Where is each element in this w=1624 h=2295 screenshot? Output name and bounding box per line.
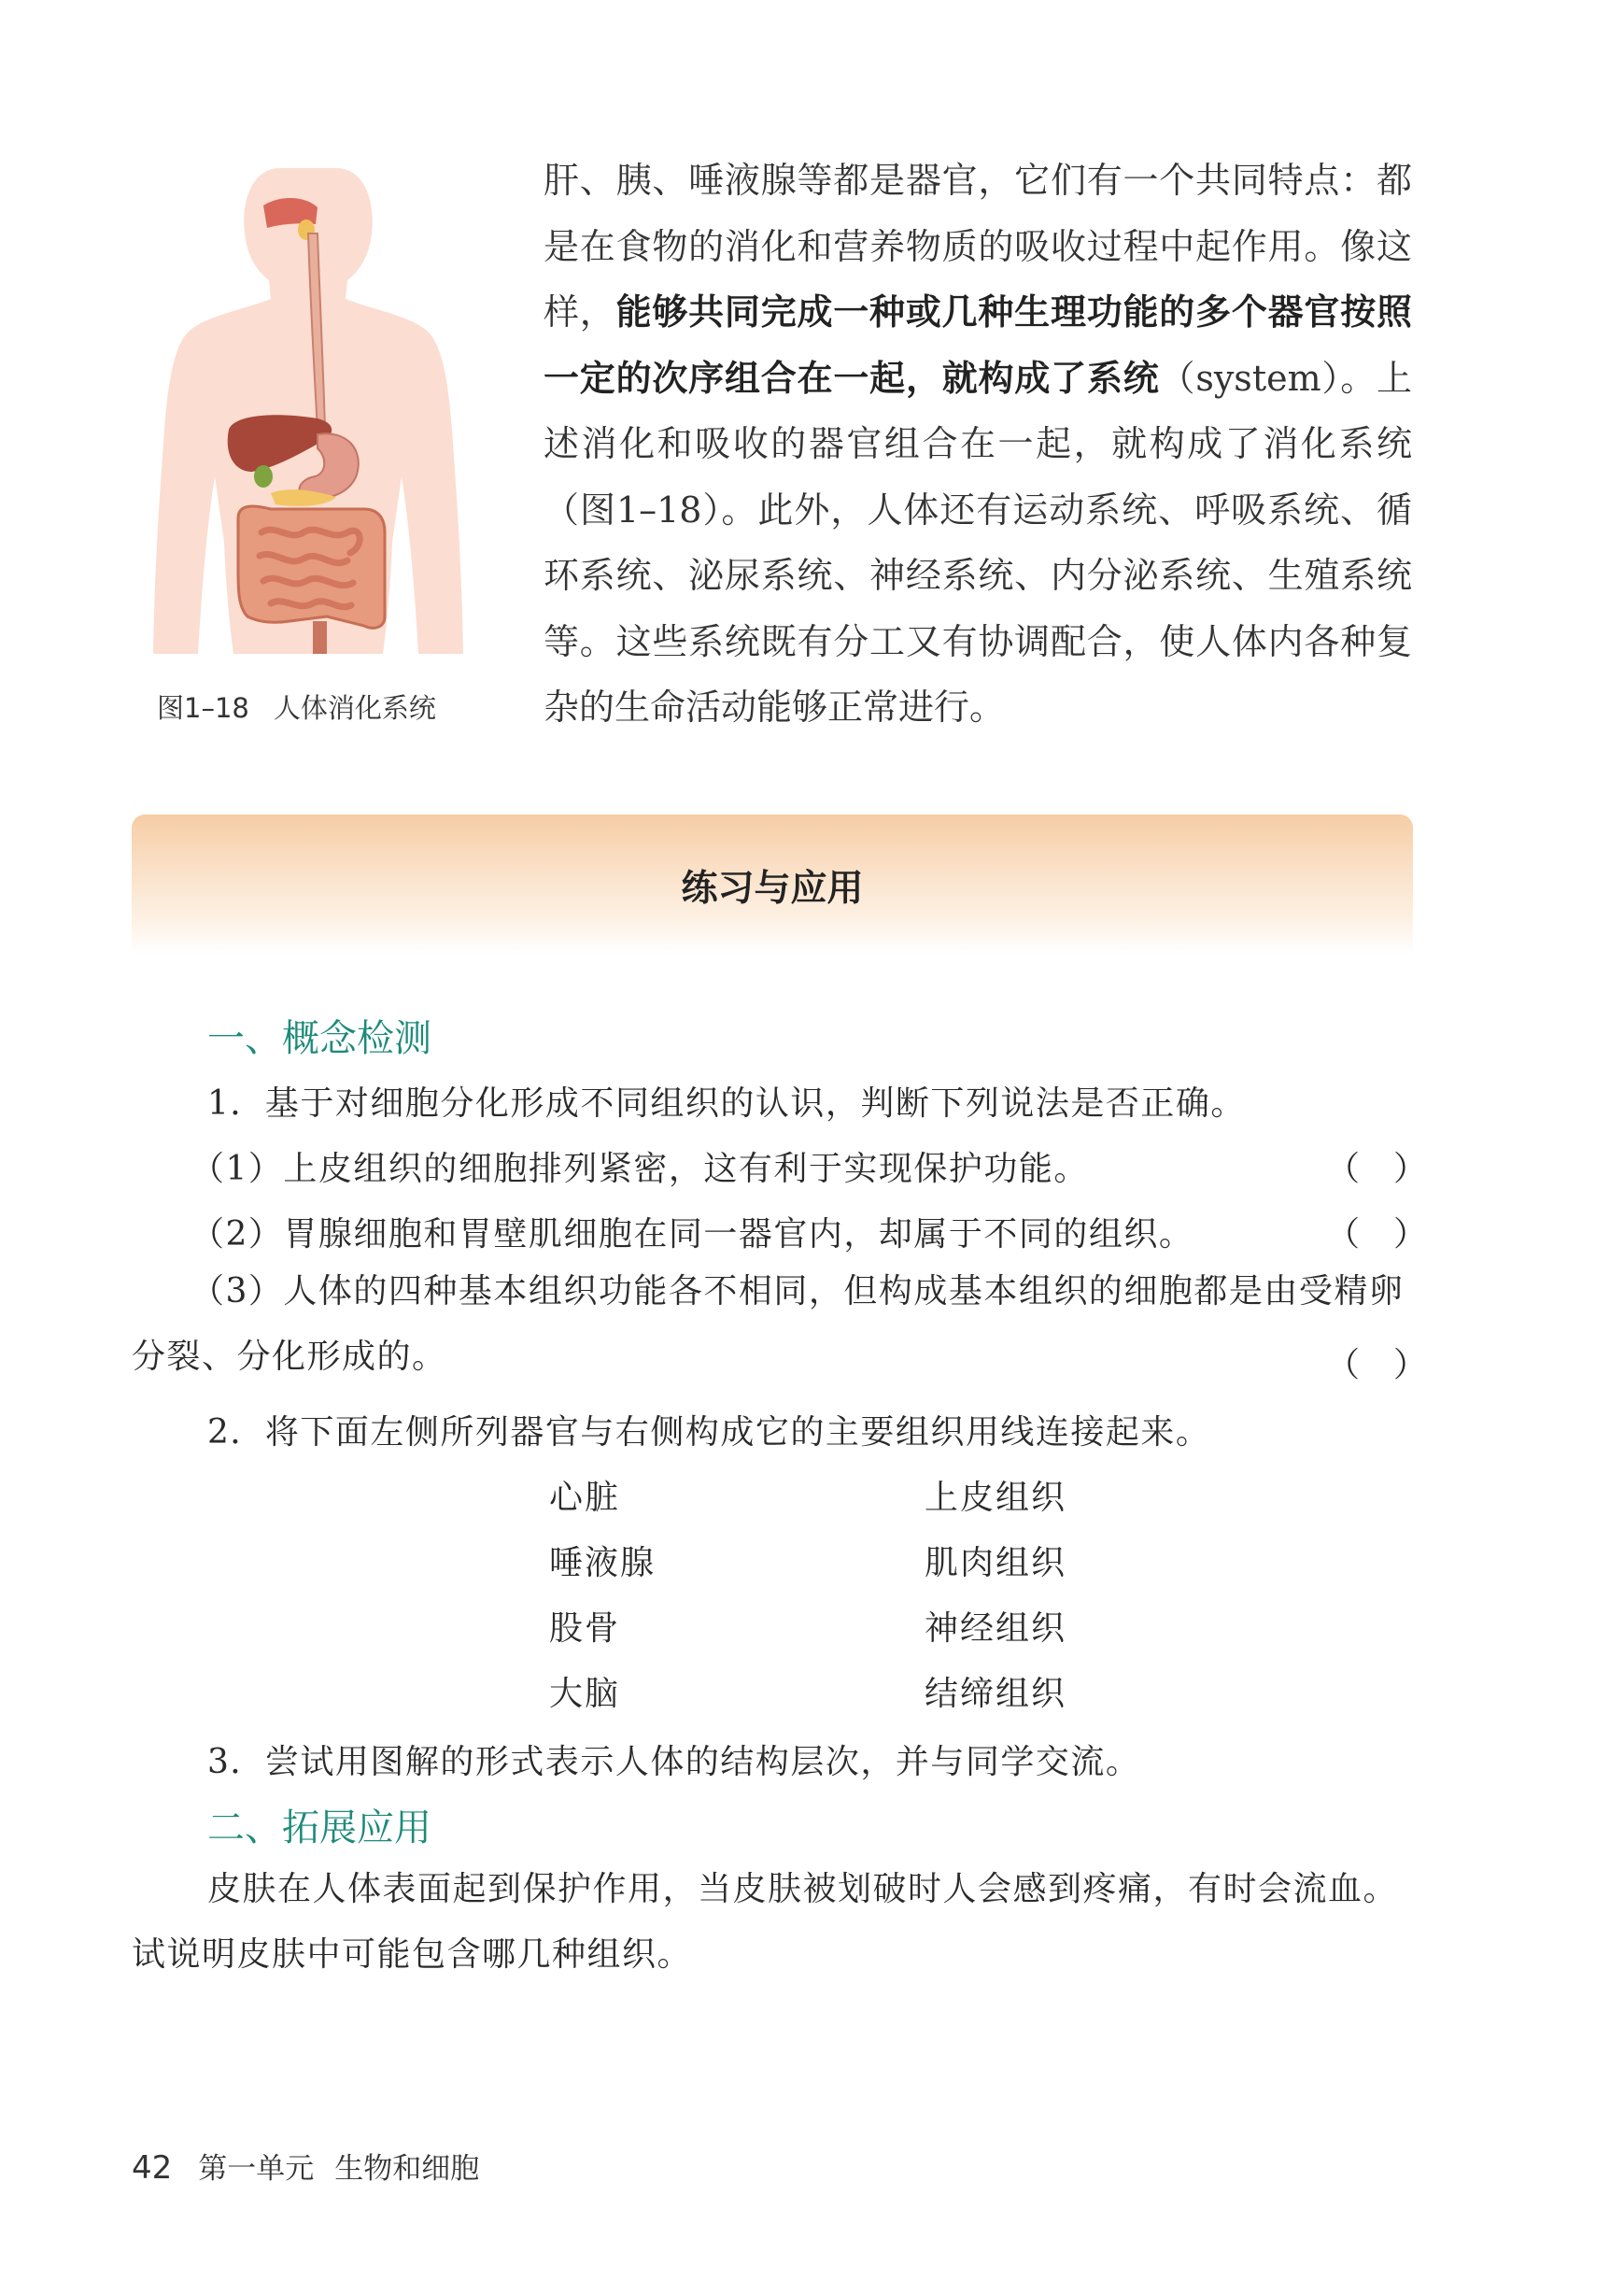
- unit-title: 生物和细胞: [334, 2152, 480, 2186]
- figure-number: 图1–18: [157, 692, 249, 724]
- system-definition: 能够共同完成一种或几种生理功能的多个器官按照一定的次序组合在一起，就构成了系统: [544, 291, 1412, 399]
- tissue-item: 结缔组织: [925, 1675, 1067, 1713]
- large-intestine: [238, 506, 385, 628]
- question-1-item-1: （1）上皮组织的细胞排列紧密，这有利于实现保护功能。: [191, 1150, 1089, 1188]
- question-1-item-3: （3）人体的四种基本组织功能各不相同，但构成基本组织的细胞都是由受精卵分裂、分化形成的。: [132, 1272, 1405, 1376]
- answer-bracket-2: （ ）: [1326, 1215, 1428, 1254]
- intro-text-part2: （system）。上述消化和吸收的器官组合在一起，就构成了消化系统（图1–18）。此外，人体还有运动系统、呼吸系统、循环系统、泌尿系统、神经系统、内分泌系统、生殖系统等。这些系统既有分工又有协调配合，使人体内各种复杂的生命活动能够正常进行。: [544, 357, 1412, 728]
- rectum: [313, 621, 327, 654]
- section-heading-concept-check: 一、概念检测: [207, 1017, 431, 1060]
- exercise-title: 练习与应用: [681, 868, 864, 910]
- extended-application-question: 皮肤在人体表面起到保护作用，当皮肤被划破时人会感到疼痛，有时会流血。试说明皮肤中可能包含哪几种组织。: [132, 1870, 1399, 1974]
- figure-caption: [157, 687, 493, 726]
- organ-item: 大脑: [549, 1675, 621, 1713]
- unit-label: 第一单元: [198, 2152, 315, 2186]
- section-heading-extended-application: 二、拓展应用: [207, 1806, 431, 1849]
- page-number: 42: [132, 2149, 173, 2187]
- question-2: 2．将下面左侧所列器官与右侧构成它的主要组织用线连接起来。: [207, 1413, 1211, 1452]
- answer-bracket-3: （ ）: [1326, 1346, 1428, 1384]
- tissue-item: 神经组织: [925, 1609, 1067, 1648]
- digestive-system-illustration: [140, 149, 495, 673]
- organ-item: 唾液腺: [549, 1544, 657, 1582]
- question-1-item-2: （2）胃腺细胞和胃壁肌细胞在同一器官内，却属于不同的组织。: [191, 1215, 1194, 1254]
- answer-bracket-1: （ ）: [1326, 1150, 1428, 1188]
- exercise-banner: [132, 815, 1413, 955]
- tissue-item: 肌肉组织: [925, 1544, 1067, 1582]
- question-1: 1．基于对细胞分化形成不同组织的认识，判断下列说法是否正确。: [207, 1084, 1246, 1123]
- digestive-system-figure: [140, 149, 495, 673]
- question-3: 3．尝试用图解的形式表示人体的结构层次，并与同学交流。: [207, 1743, 1141, 1781]
- intro-paragraph: [544, 148, 1412, 741]
- intro-text-part1: 肝、胰、唾液腺等都是器官，它们有一个共同特点：都是在食物的消化和营养物质的吸收过程中起作用。像这样，: [544, 160, 1412, 333]
- page-footer: [132, 2145, 479, 2187]
- organ-item: 心脏: [549, 1479, 621, 1517]
- tissue-item: 上皮组织: [925, 1479, 1067, 1517]
- organ-item: 股骨: [549, 1609, 621, 1648]
- gallbladder: [254, 465, 273, 488]
- figure-title: 人体消化系统: [273, 692, 436, 724]
